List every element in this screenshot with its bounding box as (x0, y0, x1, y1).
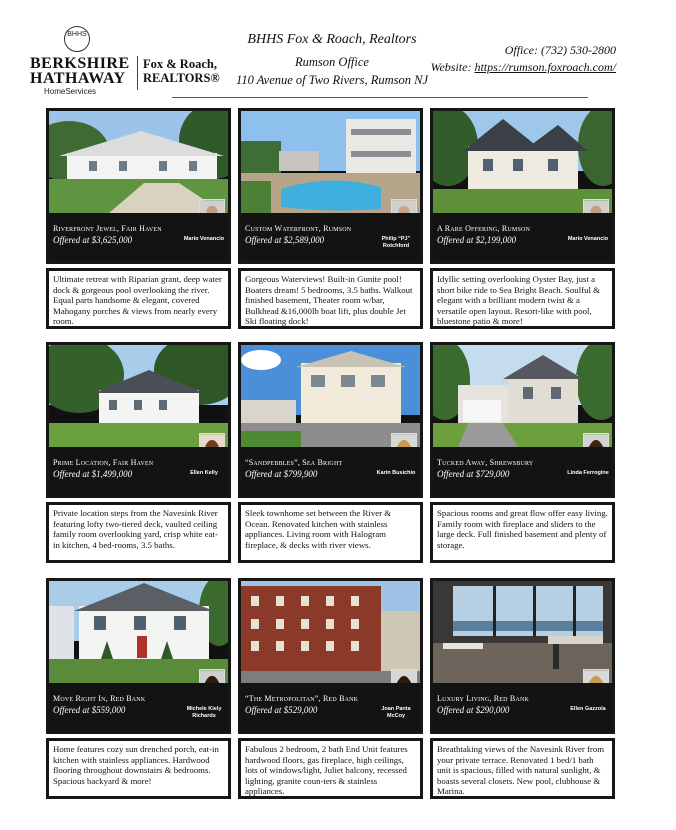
agent-name: Mario Venancio (183, 236, 225, 242)
partner-name-line2: REALTORS® (143, 71, 220, 85)
header-rule (172, 97, 588, 98)
listing-title: Prime Location, Fair Haven (53, 458, 154, 467)
listing-card[interactable] (46, 108, 231, 329)
listing-description: Gorgeous Waterviews! Built-in Gunite pool! Boaters dream! 5 bedrooms, 3.5 baths. Walkout finished basement, Theater room w/bar, Bulkhead &16,000lb boat lift, plus double Jet Ski floating dock! (238, 268, 423, 329)
listing-photo (46, 108, 231, 264)
company-logo (30, 24, 230, 100)
listing-photo (46, 578, 231, 734)
listing-card[interactable] (46, 578, 231, 799)
listing-title: Luxury Living, Red Bank (437, 694, 530, 703)
listing-photo (430, 108, 615, 264)
listing-photo-scene (49, 581, 228, 683)
agent-name: Linda Ferrogine (567, 470, 609, 476)
logo-divider (137, 56, 138, 90)
listing-title: Move Right In, Red Bank (53, 694, 146, 703)
listing-photo (46, 342, 231, 498)
listing-photo (238, 108, 423, 264)
agent-name: Ellen Kelly (190, 470, 218, 476)
listing-price: Offered at $2,199,000 (437, 235, 517, 245)
office-subtitle: Rumson Office (295, 55, 369, 69)
listing-price: Offered at $3,625,000 (53, 235, 133, 245)
listing-photo-scene (241, 581, 420, 683)
agent-name: Philip “PJ” Rotchford (381, 236, 411, 249)
listing-title: “Sandpebbles”, Sea Bright (245, 458, 343, 467)
brand-name-line2: HATHAWAY (30, 70, 126, 87)
listing-card[interactable] (238, 108, 423, 329)
listing-photo (238, 578, 423, 734)
agent-name: Ellen Gazzola (570, 706, 606, 712)
listing-title: Custom Waterfront, Rumson (245, 224, 352, 233)
listing-card[interactable] (238, 578, 423, 799)
listing-description: Idyllic setting overlooking Oyster Bay, just a short bike ride to Sea Bright Beach. Soulful & elegant with a brilliant modern twist & a versatile open layout. Resort-like with pool, bluestone patio & more! (430, 268, 615, 329)
office-phone: Office: (732) 530-2800 (504, 43, 616, 57)
agent-name: Mario Venancio (567, 236, 609, 242)
listing-card[interactable] (46, 342, 231, 563)
listing-photo-scene (241, 345, 420, 447)
listing-title: Tucked Away, Shrewsbury (437, 458, 534, 467)
listing-title: Riverfront Jewel, Fair Haven (53, 224, 162, 233)
listing-description: Breathtaking views of the Navesink River from your private terrace. Renovated 1 bed/1 bath unit is spacious, filled with natural sunlight, & boasts several closets. New pool, clubhouse & Marina. (430, 738, 615, 799)
agent-name: Karin Busichio (376, 470, 416, 476)
listing-photo-scene (49, 111, 228, 213)
office-address: 110 Avenue of Two Rivers, Rumson NJ (236, 73, 428, 87)
office-title: BHHS Fox & Roach, Realtors (247, 32, 417, 47)
listing-title: A Rare Offering, Rumson (437, 224, 531, 233)
listing-price: Offered at $1,499,000 (53, 469, 133, 479)
office-website (431, 60, 616, 75)
brand-emblem: BHHS (64, 26, 90, 52)
listing-price: Offered at $2,589,000 (245, 235, 325, 245)
agent-name: Michele Kiely Richards (186, 706, 222, 719)
listing-photo (430, 578, 615, 734)
listing-photo (430, 342, 615, 498)
agent-name: Joan Panta McCoy (381, 706, 411, 719)
listing-description: Private location steps from the Navesink River featuring lofty two-tiered deck, vaulted ceiling family room overlooking yard, crisp white eat-in kitchen, 4 bed-rooms, 3.5 baths. (46, 502, 231, 563)
listing-card[interactable] (430, 578, 615, 799)
listing-photo-scene (433, 345, 612, 447)
listing-photo-scene (49, 345, 228, 447)
listing-price: Offered at $729,000 (437, 469, 510, 479)
listing-price: Offered at $559,000 (53, 705, 126, 715)
brand-name-line3: HomeServices (44, 87, 97, 96)
website-link[interactable]: https://rumson.foxroach.com/ (474, 60, 616, 74)
listing-photo-scene (433, 111, 612, 213)
brand-name-line1: BERKSHIRE (30, 55, 130, 72)
listing-description: Fabulous 2 bedroom, 2 bath End Unit features hardwood floors, gas fireplace, high ceilings, lots of windows/light, Juliet balcony, recessed lighting, granite coun-ters & stainless appliances. (238, 738, 423, 799)
listing-price: Offered at $290,000 (437, 705, 510, 715)
listing-description: Home features cozy sun drenched porch, eat-in kitchen with stainless appliances. Hardwood flooring throughout downstairs & bedrooms. Spacious backyard & more! (46, 738, 231, 799)
listing-price: Offered at $529,000 (245, 705, 318, 715)
listing-card[interactable] (238, 342, 423, 563)
listing-card[interactable] (430, 342, 615, 563)
website-label: Website: (430, 60, 472, 74)
listing-description: Spacious rooms and great flow offer easy living. Family room with fireplace and sliders to the large deck. Full finished basement and plenty of storage. (430, 502, 615, 563)
listing-photo (238, 342, 423, 498)
listing-card[interactable] (430, 108, 615, 329)
listing-description: Ultimate retreat with Riparian grant, deep water dock & gorgeous pool overlooking the river. Equal parts handsome & elegant, covered Mahogany porches & views from nearly every room. (46, 268, 231, 329)
listing-description: Sleek townhome set between the River & Ocean. Renovated kitchen with stainless appliances. Living room with Halogram fireplace, & decks with river views. (238, 502, 423, 563)
listing-title: “The Metropolitan”, Red Bank (245, 694, 359, 703)
listing-photo-scene (433, 581, 612, 683)
partner-name-line1: Fox & Roach, (143, 57, 217, 71)
listing-photo-scene (241, 111, 420, 213)
listing-price: Offered at $799,900 (245, 469, 318, 479)
